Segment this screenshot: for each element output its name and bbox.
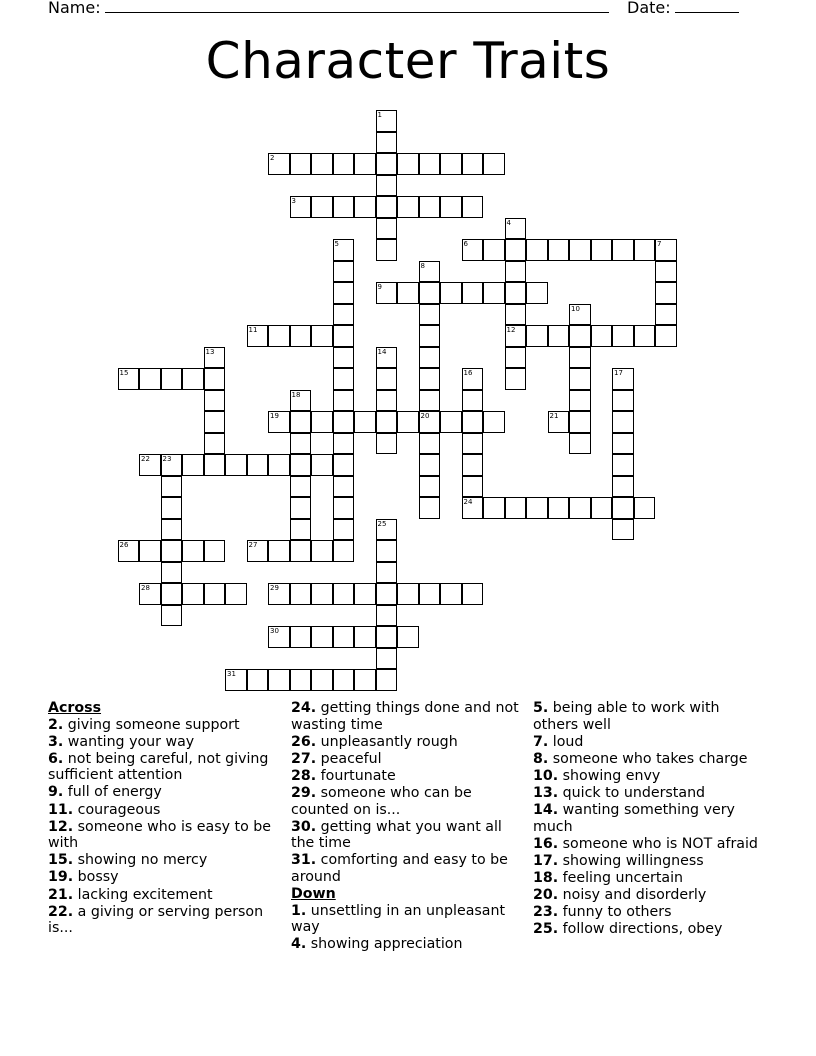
grid-cell[interactable]	[311, 153, 333, 175]
grid-cell[interactable]	[505, 368, 527, 390]
clue-number: 10	[571, 304, 580, 313]
grid-cell[interactable]	[247, 540, 269, 562]
clue-number: 7	[657, 240, 662, 248]
grid-cell[interactable]	[290, 153, 312, 175]
clue-number: 15	[119, 369, 129, 377]
clue-item: 6. not being careful, not giving sufficient attention	[48, 750, 269, 784]
name-label: Name:	[48, 0, 101, 17]
grid-cell[interactable]	[376, 175, 398, 197]
grid-cell[interactable]	[462, 411, 484, 433]
grid-cell[interactable]	[290, 390, 312, 412]
grid-cell[interactable]	[247, 325, 269, 347]
clue-item: 22. a giving or serving person is...	[48, 903, 264, 937]
down-heading: Down	[291, 886, 336, 903]
grid-cell[interactable]	[268, 669, 290, 691]
grid-cell[interactable]	[376, 605, 398, 627]
clue-number: 31	[227, 670, 236, 678]
grid-cell[interactable]	[118, 540, 140, 562]
grid-cell[interactable]	[634, 497, 656, 519]
clue-number: 30	[270, 627, 279, 635]
grid-cell[interactable]	[462, 282, 484, 304]
grid-cell[interactable]	[440, 411, 462, 433]
grid-cell[interactable]	[376, 433, 398, 455]
grid-cell[interactable]	[462, 368, 484, 390]
grid-cell[interactable]	[505, 325, 527, 347]
grid-cell[interactable]	[376, 411, 398, 433]
clue-number: 3	[291, 197, 296, 205]
grid-cell[interactable]	[548, 497, 570, 519]
grid-cell[interactable]	[333, 282, 355, 304]
clue-number: 4	[506, 218, 511, 227]
grid-cell[interactable]	[569, 411, 591, 433]
grid-cell[interactable]	[526, 239, 548, 261]
grid-cell[interactable]	[354, 411, 376, 433]
grid-cell[interactable]	[419, 476, 441, 498]
grid-cell[interactable]	[397, 626, 419, 648]
grid-cell[interactable]	[182, 454, 204, 476]
grid-cell[interactable]	[419, 411, 441, 433]
grid-cell[interactable]	[333, 261, 355, 283]
grid-cell[interactable]	[333, 239, 355, 261]
grid-cell[interactable]	[376, 196, 398, 218]
grid-cell[interactable]	[204, 583, 226, 605]
grid-cell[interactable]	[505, 218, 527, 240]
date-label: Date:	[627, 0, 671, 17]
grid-cell[interactable]	[569, 390, 591, 412]
grid-cell[interactable]	[505, 261, 527, 283]
clue-item: 31. comforting and easy to be around	[291, 852, 508, 885]
grid-cell[interactable]	[419, 497, 441, 519]
across-heading: Across	[48, 700, 102, 716]
grid-cell[interactable]	[376, 110, 398, 132]
grid-cell[interactable]	[548, 325, 570, 347]
grid-cell[interactable]	[311, 669, 333, 691]
clue-item: 7. loud	[533, 733, 584, 750]
grid-cell[interactable]	[376, 669, 398, 691]
grid-cell[interactable]	[311, 626, 333, 648]
clue-number: 9	[377, 283, 382, 291]
grid-cell[interactable]	[376, 648, 398, 670]
clues-column-3	[533, 700, 763, 938]
grid-cell[interactable]	[333, 347, 355, 369]
grid-cell[interactable]	[204, 390, 226, 412]
grid-cell[interactable]	[505, 347, 527, 369]
grid-cell[interactable]	[333, 411, 355, 433]
grid-cell[interactable]	[376, 282, 398, 304]
grid-cell[interactable]	[612, 325, 634, 347]
grid-cell[interactable]	[376, 218, 398, 240]
grid-cell[interactable]	[569, 497, 591, 519]
clue-number: 29	[270, 584, 279, 592]
grid-cell[interactable]	[462, 153, 484, 175]
grid-cell[interactable]	[268, 583, 290, 605]
clue-number: 13	[205, 347, 215, 356]
grid-cell[interactable]	[526, 325, 548, 347]
grid-cell[interactable]	[440, 196, 462, 218]
clue-number: 14	[377, 347, 387, 356]
clue-number: 22	[141, 455, 150, 463]
grid-cell[interactable]	[569, 347, 591, 369]
grid-cell[interactable]	[290, 196, 312, 218]
grid-cell[interactable]	[397, 282, 419, 304]
clue-item: 8. someone who takes charge	[533, 750, 748, 767]
grid-cell[interactable]	[311, 411, 333, 433]
grid-cell[interactable]	[376, 239, 398, 261]
clue-item: 24. getting things done and not wasting time	[291, 700, 519, 733]
clue-number: 19	[270, 412, 279, 420]
grid-cell[interactable]	[161, 519, 183, 541]
grid-cell[interactable]	[440, 583, 462, 605]
clue-number: 17	[614, 369, 623, 377]
clue-number: 28	[141, 584, 150, 592]
grid-cell[interactable]	[311, 540, 333, 562]
grid-cell[interactable]	[204, 540, 226, 562]
clue-number: 11	[248, 326, 258, 334]
clue-item: 1. unsettling in an unpleasant way	[291, 902, 506, 936]
grid-cell[interactable]	[419, 282, 441, 304]
clue-number: 23	[162, 455, 172, 463]
clue-item: 13. quick to understand	[533, 784, 706, 801]
clue-item: 27. peaceful	[291, 750, 382, 767]
grid-cell[interactable]	[548, 239, 570, 261]
grid-cell[interactable]	[612, 411, 634, 433]
grid-cell[interactable]	[419, 153, 441, 175]
grid-cell[interactable]	[290, 476, 312, 498]
clue-number: 25	[377, 519, 387, 528]
clue-number: 20	[420, 412, 430, 420]
clue-number: 16	[463, 369, 473, 377]
grid-cell[interactable]	[161, 583, 183, 605]
grid-cell[interactable]	[462, 433, 484, 455]
clue-item: 19. bossy	[48, 869, 119, 886]
grid-cell[interactable]	[612, 368, 634, 390]
grid-cell[interactable]	[290, 669, 312, 691]
grid-cell[interactable]	[376, 519, 398, 541]
grid-cell[interactable]	[634, 325, 656, 347]
clue-item: 26. unpleasantly rough	[291, 733, 458, 750]
grid-cell[interactable]	[376, 540, 398, 562]
grid-cell[interactable]	[634, 239, 656, 261]
grid-cell[interactable]	[161, 562, 183, 584]
grid-cell[interactable]	[462, 196, 484, 218]
grid-cell[interactable]	[290, 519, 312, 541]
grid-cell[interactable]	[311, 454, 333, 476]
grid-cell[interactable]	[354, 583, 376, 605]
grid-cell[interactable]	[376, 153, 398, 175]
grid-cell[interactable]	[268, 454, 290, 476]
grid-cell[interactable]	[290, 540, 312, 562]
grid-cell[interactable]	[376, 347, 398, 369]
grid-cell[interactable]	[354, 196, 376, 218]
clue-item: 10. showing envy	[533, 767, 661, 784]
clue-number: 27	[248, 541, 258, 549]
grid-cell[interactable]	[247, 454, 269, 476]
grid-cell[interactable]	[290, 433, 312, 455]
grid-cell[interactable]	[354, 153, 376, 175]
grid-cell[interactable]	[333, 476, 355, 498]
grid-cell[interactable]	[268, 153, 290, 175]
grid-cell[interactable]	[655, 261, 677, 283]
grid-cell[interactable]	[311, 583, 333, 605]
clue-item: 17. showing willingness	[533, 852, 704, 869]
clue-item: 12. someone who is easy to be with	[48, 818, 272, 852]
grid-cell[interactable]	[505, 239, 527, 261]
grid-cell[interactable]	[419, 304, 441, 326]
grid-cell[interactable]	[225, 583, 247, 605]
grid-cell[interactable]	[333, 497, 355, 519]
clues-column-1	[48, 700, 280, 937]
grid-cell[interactable]	[182, 540, 204, 562]
grid-cell[interactable]	[419, 433, 441, 455]
clue-number: 24	[463, 498, 473, 506]
grid-cell[interactable]	[204, 454, 226, 476]
grid-cell[interactable]	[161, 605, 183, 627]
clue-item: 14. wanting something very much	[533, 802, 735, 835]
grid-cell[interactable]	[376, 626, 398, 648]
grid-cell[interactable]	[483, 239, 505, 261]
grid-cell[interactable]	[569, 239, 591, 261]
grid-cell[interactable]	[204, 411, 226, 433]
clues-column-2	[291, 700, 521, 953]
clue-number: 8	[420, 261, 425, 270]
grid-cell[interactable]	[505, 282, 527, 304]
grid-cell[interactable]	[333, 325, 355, 347]
grid-cell[interactable]	[462, 390, 484, 412]
grid-cell[interactable]	[655, 304, 677, 326]
grid-cell[interactable]	[569, 325, 591, 347]
grid-cell[interactable]	[483, 411, 505, 433]
clue-number: 12	[506, 326, 516, 334]
grid-cell[interactable]	[483, 153, 505, 175]
grid-cell[interactable]	[268, 411, 290, 433]
grid-cell[interactable]	[290, 583, 312, 605]
grid-cell[interactable]	[268, 540, 290, 562]
grid-cell[interactable]	[161, 454, 183, 476]
grid-cell[interactable]	[182, 583, 204, 605]
page-title: Character Traits	[205, 32, 611, 90]
grid-cell[interactable]	[204, 347, 226, 369]
grid-cell[interactable]	[376, 368, 398, 390]
grid-cell[interactable]	[333, 519, 355, 541]
grid-cell[interactable]	[612, 390, 634, 412]
grid-cell[interactable]	[161, 540, 183, 562]
grid-cell[interactable]	[462, 476, 484, 498]
clue-item: 25. follow directions, obey	[533, 921, 723, 938]
clue-item: 15. showing no mercy	[48, 852, 208, 869]
clue-number: 1	[377, 111, 382, 119]
grid-cell[interactable]	[290, 325, 312, 347]
clue-item: 16. someone who is NOT afraid	[533, 835, 758, 852]
grid-cell[interactable]	[333, 540, 355, 562]
grid-cell[interactable]	[333, 368, 355, 390]
grid-cell[interactable]	[397, 196, 419, 218]
grid-cell[interactable]	[290, 411, 312, 433]
clue-number: 2	[270, 154, 275, 162]
grid-cell[interactable]	[397, 583, 419, 605]
clue-item: 5. being able to work with others well	[533, 700, 720, 733]
clue-item: 29. someone who can be counted on is...	[291, 784, 472, 818]
grid-cell[interactable]	[376, 390, 398, 412]
grid-cell[interactable]	[333, 626, 355, 648]
grid-cell[interactable]	[440, 282, 462, 304]
grid-cell[interactable]	[462, 497, 484, 519]
grid-cell[interactable]	[569, 368, 591, 390]
clue-number: 18	[291, 390, 301, 399]
grid-cell[interactable]	[462, 239, 484, 261]
grid-cell[interactable]	[505, 304, 527, 326]
grid-cell[interactable]	[161, 476, 183, 498]
grid-cell[interactable]	[612, 433, 634, 455]
grid-cell[interactable]	[333, 669, 355, 691]
grid-cell[interactable]	[419, 325, 441, 347]
clue-number: 5	[334, 240, 339, 248]
grid-cell[interactable]	[591, 325, 613, 347]
clue-item: 20. noisy and disorderly	[533, 887, 707, 904]
grid-cell[interactable]	[333, 390, 355, 412]
grid-cell[interactable]	[204, 368, 226, 390]
clue-item: 28. fourtunate	[291, 767, 396, 784]
clue-item: 4. showing appreciation	[291, 936, 463, 953]
clue-item: 18. feeling uncertain	[533, 869, 684, 886]
clue-item: 21. lacking excitement	[48, 886, 213, 903]
grid-cell[interactable]	[333, 196, 355, 218]
grid-cell[interactable]	[483, 282, 505, 304]
clue-item: 30. getting what you want all the time	[291, 818, 502, 852]
grid-cell[interactable]	[247, 669, 269, 691]
grid-cell[interactable]	[419, 368, 441, 390]
grid-cell[interactable]	[376, 132, 398, 154]
clue-item: 3. wanting your way	[48, 733, 195, 750]
grid-cell[interactable]	[419, 261, 441, 283]
clue-number: 21	[549, 412, 559, 420]
grid-cell[interactable]	[548, 411, 570, 433]
grid-cell[interactable]	[376, 583, 398, 605]
clue-item: 11. courageous	[48, 801, 161, 818]
grid-cell[interactable]	[612, 519, 634, 541]
grid-cell[interactable]	[268, 325, 290, 347]
grid-cell[interactable]	[204, 433, 226, 455]
grid-cell[interactable]	[333, 583, 355, 605]
grid-cell[interactable]	[290, 626, 312, 648]
grid-cell[interactable]	[139, 368, 161, 390]
clue-item: 23. funny to others	[533, 904, 672, 921]
grid-cell[interactable]	[225, 669, 247, 691]
grid-cell[interactable]	[333, 153, 355, 175]
grid-cell[interactable]	[440, 153, 462, 175]
clue-number: 6	[463, 240, 468, 248]
grid-cell[interactable]	[612, 454, 634, 476]
grid-cell[interactable]	[333, 454, 355, 476]
grid-cell[interactable]	[419, 347, 441, 369]
grid-cell[interactable]	[591, 239, 613, 261]
grid-cell[interactable]	[311, 196, 333, 218]
grid-cell[interactable]	[526, 497, 548, 519]
grid-cell[interactable]	[612, 476, 634, 498]
grid-cell[interactable]	[419, 583, 441, 605]
grid-cell[interactable]	[290, 497, 312, 519]
grid-cell[interactable]	[462, 454, 484, 476]
grid-cell[interactable]	[376, 562, 398, 584]
grid-cell[interactable]	[118, 368, 140, 390]
grid-cell[interactable]	[526, 282, 548, 304]
grid-cell[interactable]	[483, 497, 505, 519]
grid-cell[interactable]	[354, 669, 376, 691]
grid-cell[interactable]	[268, 626, 290, 648]
grid-cell[interactable]	[397, 153, 419, 175]
grid-cell[interactable]	[462, 583, 484, 605]
clue-number: 26	[119, 541, 129, 549]
grid-cell[interactable]	[612, 239, 634, 261]
grid-cell[interactable]	[161, 497, 183, 519]
clue-item: 9. full of energy	[48, 784, 162, 801]
grid-cell[interactable]	[612, 497, 634, 519]
clue-item: 2. giving someone support	[48, 716, 240, 733]
grid-cell[interactable]	[290, 454, 312, 476]
grid-cell[interactable]	[419, 454, 441, 476]
grid-cell[interactable]	[655, 239, 677, 261]
grid-cell[interactable]	[354, 626, 376, 648]
grid-cell[interactable]	[139, 583, 161, 605]
grid-cell[interactable]	[569, 304, 591, 326]
grid-cell[interactable]	[397, 411, 419, 433]
grid-cell[interactable]	[569, 433, 591, 455]
grid-cell[interactable]	[161, 368, 183, 390]
grid-cell[interactable]	[225, 454, 247, 476]
grid-cell[interactable]	[655, 325, 677, 347]
grid-cell[interactable]	[591, 497, 613, 519]
grid-cell[interactable]	[505, 497, 527, 519]
grid-cell[interactable]	[333, 433, 355, 455]
grid-cell[interactable]	[419, 390, 441, 412]
grid-cell[interactable]	[139, 454, 161, 476]
grid-cell[interactable]	[182, 368, 204, 390]
grid-cell[interactable]	[333, 304, 355, 326]
grid-cell[interactable]	[311, 325, 333, 347]
grid-cell[interactable]	[655, 282, 677, 304]
grid-cell[interactable]	[419, 196, 441, 218]
grid-cell[interactable]	[139, 540, 161, 562]
